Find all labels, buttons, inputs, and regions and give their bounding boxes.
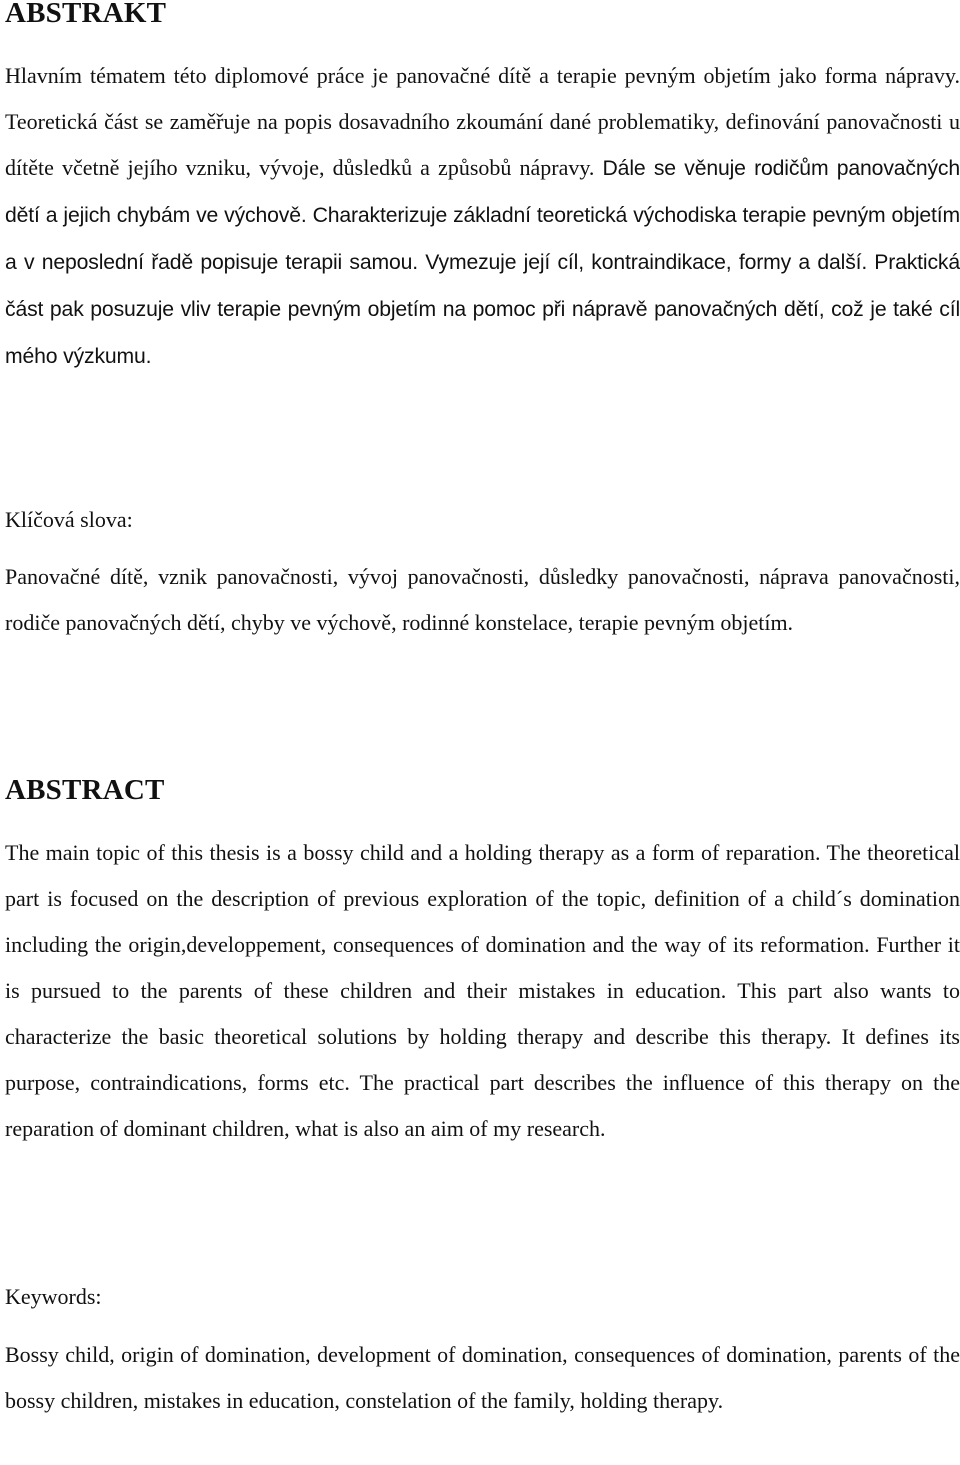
abstrakt-paragraph: [5, 53, 960, 380]
keywords-text: Bossy child, origin of domination, development of domination, consequences of domination, parents of the bossy children, mistakes in education, constelation of the family, holding therapy.: [5, 1342, 960, 1413]
klicova-slova-label: Klíčová slova:: [5, 507, 133, 532]
abstrakt-text-part2: Dále se věnuje rodičům panovačných dětí a jejich chybám ve výchově. Charakterizuje základní teoretická východiska terapie pevným objetím a v neposlední řadě popisuje terapii samou. Vymezuje její cíl, kontraindikace, formy a další.: [5, 157, 960, 274]
abstrakt-text-part1: Hlavním tématem této diplomové práce je panovačné dítě a terapie pevným objetím jako forma nápravy. Teoretická část se zaměřuje na popis dosavadního zkoumání dané problematiky, definování panovačnosti u dítěte včetně jejího vzniku, vývoje, důsledků a způsobů nápravy.: [5, 63, 960, 180]
abstract-heading: ABSTRACT: [5, 774, 165, 806]
keywords-label: Keywords:: [5, 1284, 102, 1309]
abstract-paragraph: The main topic of this thesis is a bossy child and a holding therapy as a form of reparation. The theoretical part is focused on the description of previous exploration of the topic, definition of a child´s domination including the origin,developpement, consequences of domination and the way of its reformation. Further it is pursued to the parents of these children and their mistakes in education. This part also wants to characterize the basic theoretical solutions by holding therapy and describe this therapy. It defines its purpose, contraindications, forms etc. The practical part describes the influence of this therapy on the reparation of dominant children, what is also an aim of my research.: [5, 840, 960, 1141]
abstrakt-heading: ABSTRAKT: [5, 0, 167, 29]
klicova-slova-text: Panovačné dítě, vznik panovačnosti, vývoj panovačnosti, důsledky panovačnosti, náprava panovačnosti, rodiče panovačných dětí, chyby ve výchově, rodinné konstelace, terapie pevným objetím.: [5, 564, 960, 635]
abstrakt-text-part3: Praktická část pak posuzuje vliv terapie pevným objetím na pomoc při nápravě panovačných dětí, což je také cíl mého výzkumu.: [5, 251, 960, 368]
